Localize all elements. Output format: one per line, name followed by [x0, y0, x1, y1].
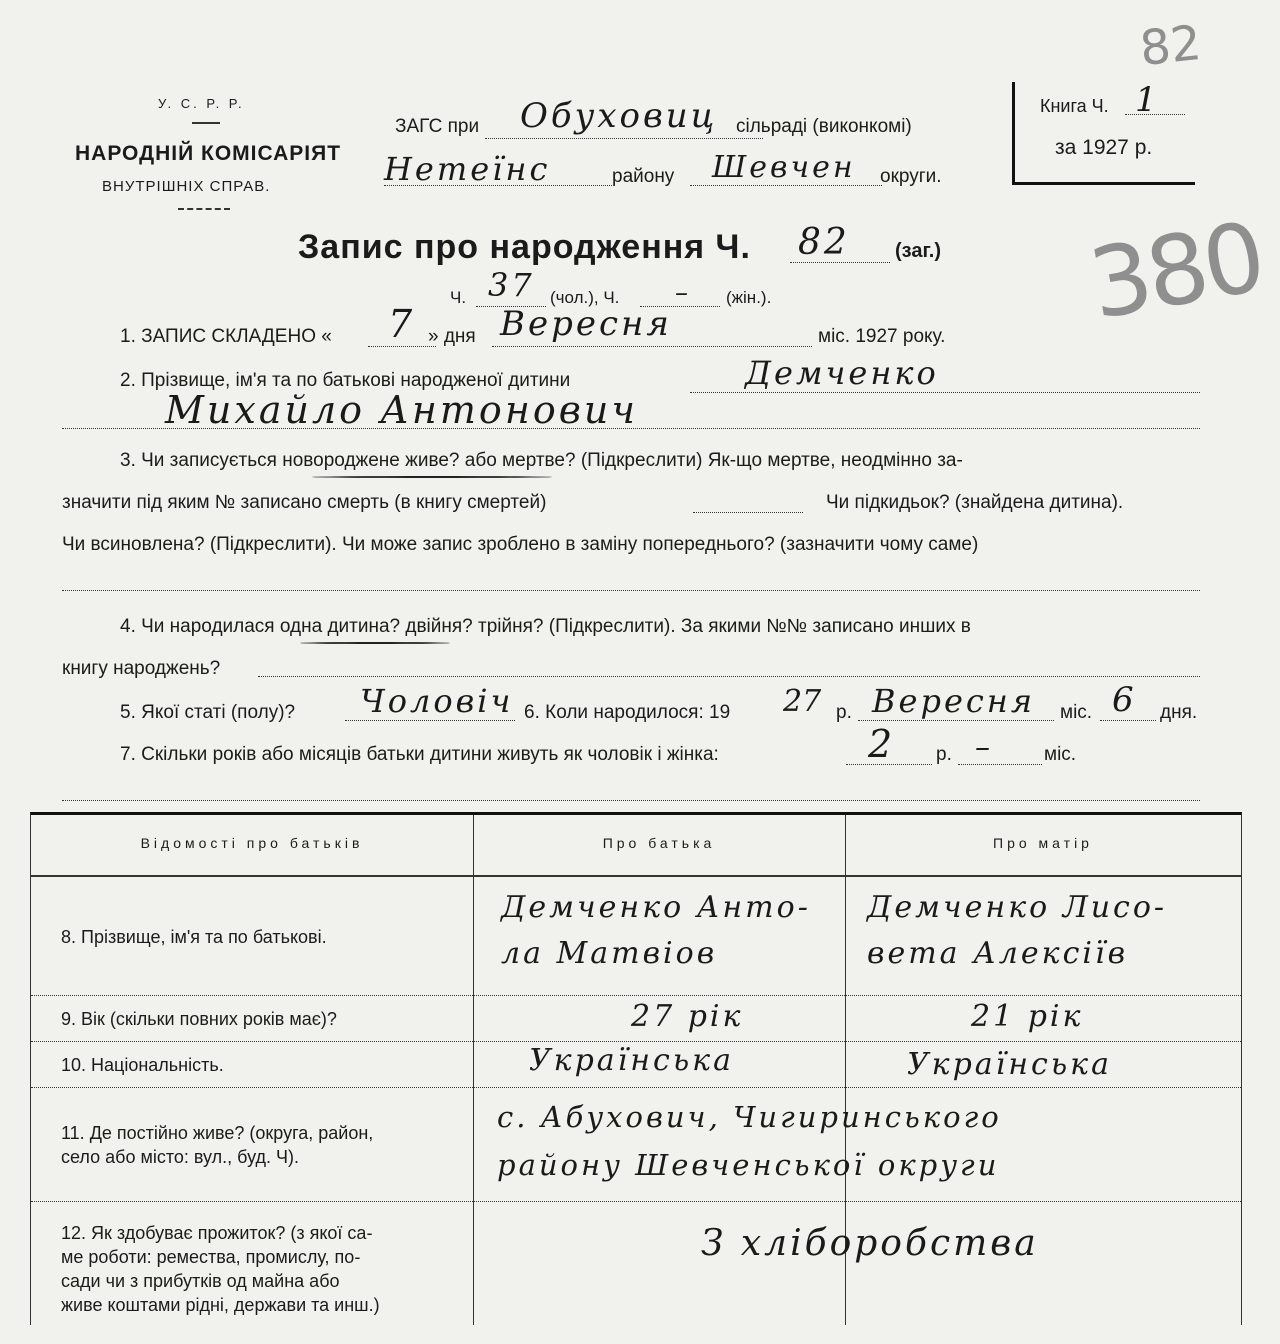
zags-suffix: сільраді (виконкомі) — [736, 116, 912, 137]
q6-year: 27 — [783, 684, 822, 719]
q3-blank-line — [62, 590, 1200, 591]
pencil-number-top: 82 — [1137, 14, 1204, 78]
row-9-father: 27 рік — [631, 999, 744, 1034]
q6-year-unit: р. — [836, 702, 852, 723]
row-11-residence: с. Абухович, Чигиринського району Шевченської округи — [497, 1100, 1002, 1182]
q2-surname: Демченко — [745, 354, 939, 392]
row-10-father: Українська — [529, 1043, 734, 1078]
q7-blank-line — [62, 800, 1200, 801]
q5-sex: Чоловіч — [360, 682, 514, 720]
pencil-number-side: 380 — [1081, 200, 1270, 342]
q3-death-line — [693, 512, 803, 513]
q3-line2a: значити під яким № записано смерть (в книгу смертей) — [62, 492, 547, 513]
parents-table — [30, 812, 1242, 1325]
table-rule — [31, 875, 1241, 877]
table-divider — [473, 815, 474, 1325]
record-title-suffix: (заг.) — [895, 240, 942, 262]
subtitle-female-label: (жін.). — [726, 288, 772, 307]
q7-years-unit: р. — [936, 744, 952, 765]
q7-text: 7. Скільки років або місяців батьки дитини живуть як чоловік і жінка: — [120, 744, 719, 765]
q1-prefix: 1. ЗАПИС СКЛАДЕНО « — [120, 326, 332, 347]
q3-line1: 3. Чи записується новороджене живе? або мертве? (Підкреслити) Як-що мертве, неодмінно за- — [120, 450, 963, 471]
row-10-mother: Українська — [907, 1047, 1112, 1082]
row-8-label: 8. Прізвище, ім'я та по батькові. — [61, 927, 327, 947]
q1-month-line — [492, 346, 812, 347]
q2-name: Михайло Антонович — [165, 388, 638, 432]
q4-underline-one — [300, 642, 450, 644]
q6-month: Вересня — [872, 682, 1036, 720]
q7-months-unit: міс. — [1044, 744, 1077, 765]
book-number: 1 — [1135, 80, 1160, 120]
subtitle-ch: Ч. — [450, 288, 467, 307]
district-name: Нетеїнс — [384, 150, 551, 188]
internal-affairs-label: ВНУТРІШНІХ СПРАВ. — [102, 178, 271, 195]
q1-month: Вересня — [500, 304, 672, 344]
okrug-word: округи. — [880, 166, 942, 187]
q6-day-line — [1100, 720, 1156, 721]
q6-day: 6 — [1112, 680, 1137, 720]
male-number: 37 — [488, 266, 535, 304]
q1-day: 7 — [388, 302, 416, 346]
q3-line3: Чи всиновлена? (Підкреслити). Чи може запис зроблено в заміну попереднього? (зазначити чому саме) — [62, 534, 979, 555]
q2-surname-line — [690, 392, 1200, 393]
row-11-label: 11. Де постійно живе? (округа, район, село або місто: вул., буд. Ч). — [61, 1123, 374, 1167]
subtitle-male-label: (чол.), Ч. — [550, 288, 620, 307]
table-rule — [31, 1087, 1241, 1088]
q1-day-line — [368, 346, 436, 347]
table-header-info: Відомості про батьків — [140, 835, 364, 851]
zags-prefix: ЗАГС при — [395, 116, 480, 137]
row-8-mother: Демченко Лисо- вета Алексіїв — [867, 890, 1168, 971]
row-12-label: 12. Як здобуває прожиток? (з якої са- ме роботи: ремества, промислу, по- сади чи з прибутків од майна або живе коштами рідні, держави та инш.) — [61, 1223, 380, 1315]
commissariat-title: НАРОДНІЙ КОМІСАРІЯТ — [75, 142, 342, 165]
q6-month-unit: міс. — [1060, 702, 1093, 723]
ussr-label: У. С. Р. Р. — [158, 96, 245, 111]
zags-village: Обуховиц — [520, 96, 718, 136]
q3-line2b: Чи підкидьок? (знайдена дитина). — [826, 492, 1124, 513]
book-year: за 1927 р. — [1055, 136, 1153, 159]
table-rule — [31, 995, 1241, 996]
row-12-occupation: З хліборобства — [701, 1223, 1039, 1264]
q6-day-unit: дня. — [1160, 702, 1198, 723]
q5-text: 5. Якої статі (полу)? — [120, 702, 296, 723]
female-number: – — [675, 278, 691, 308]
q4-line2: книгу народжень? — [62, 658, 221, 679]
divider — [178, 208, 230, 210]
row-10-label: 10. Національність. — [61, 1055, 224, 1075]
table-rule — [31, 1201, 1241, 1202]
q3-underline-alive — [312, 476, 552, 478]
table-header-mother: Про матір — [993, 835, 1093, 851]
divider — [192, 122, 220, 124]
q6-text: 6. Коли народилося: 19 — [524, 702, 731, 723]
zags-village-line — [485, 138, 763, 139]
district-word: району — [612, 166, 675, 187]
table-rule — [31, 1041, 1241, 1042]
q1-mid: » дня — [428, 326, 476, 347]
book-label: Книга Ч. — [1040, 96, 1109, 116]
table-header-father: Про батька — [602, 835, 716, 851]
row-9-label: 9. Вік (скільки повних років має)? — [61, 1009, 337, 1029]
row-9-mother: 21 рік — [971, 999, 1084, 1034]
okrug-name: Шевчен — [712, 150, 856, 185]
q4-line1: 4. Чи народилася одна дитина? двійня? трійня? (Підкреслити). За якими №№ записано инших в — [120, 616, 971, 637]
q4-line — [258, 676, 1200, 677]
q7-months: – — [975, 730, 993, 765]
okrug-line — [690, 185, 882, 186]
q5-sex-line — [345, 720, 515, 721]
row-8-father: Демченко Анто- ла Матвіов — [501, 890, 811, 971]
q7-years: 2 — [868, 722, 896, 766]
record-title: Запис про народження Ч. — [298, 228, 751, 266]
record-number: 82 — [798, 222, 850, 263]
q2-text: 2. Прізвище, ім'я та по батькові народженої дитини — [120, 370, 571, 391]
q1-suffix: міс. 1927 року. — [818, 326, 946, 347]
q7-months-line — [958, 764, 1042, 765]
q6-month-line — [858, 720, 1054, 721]
